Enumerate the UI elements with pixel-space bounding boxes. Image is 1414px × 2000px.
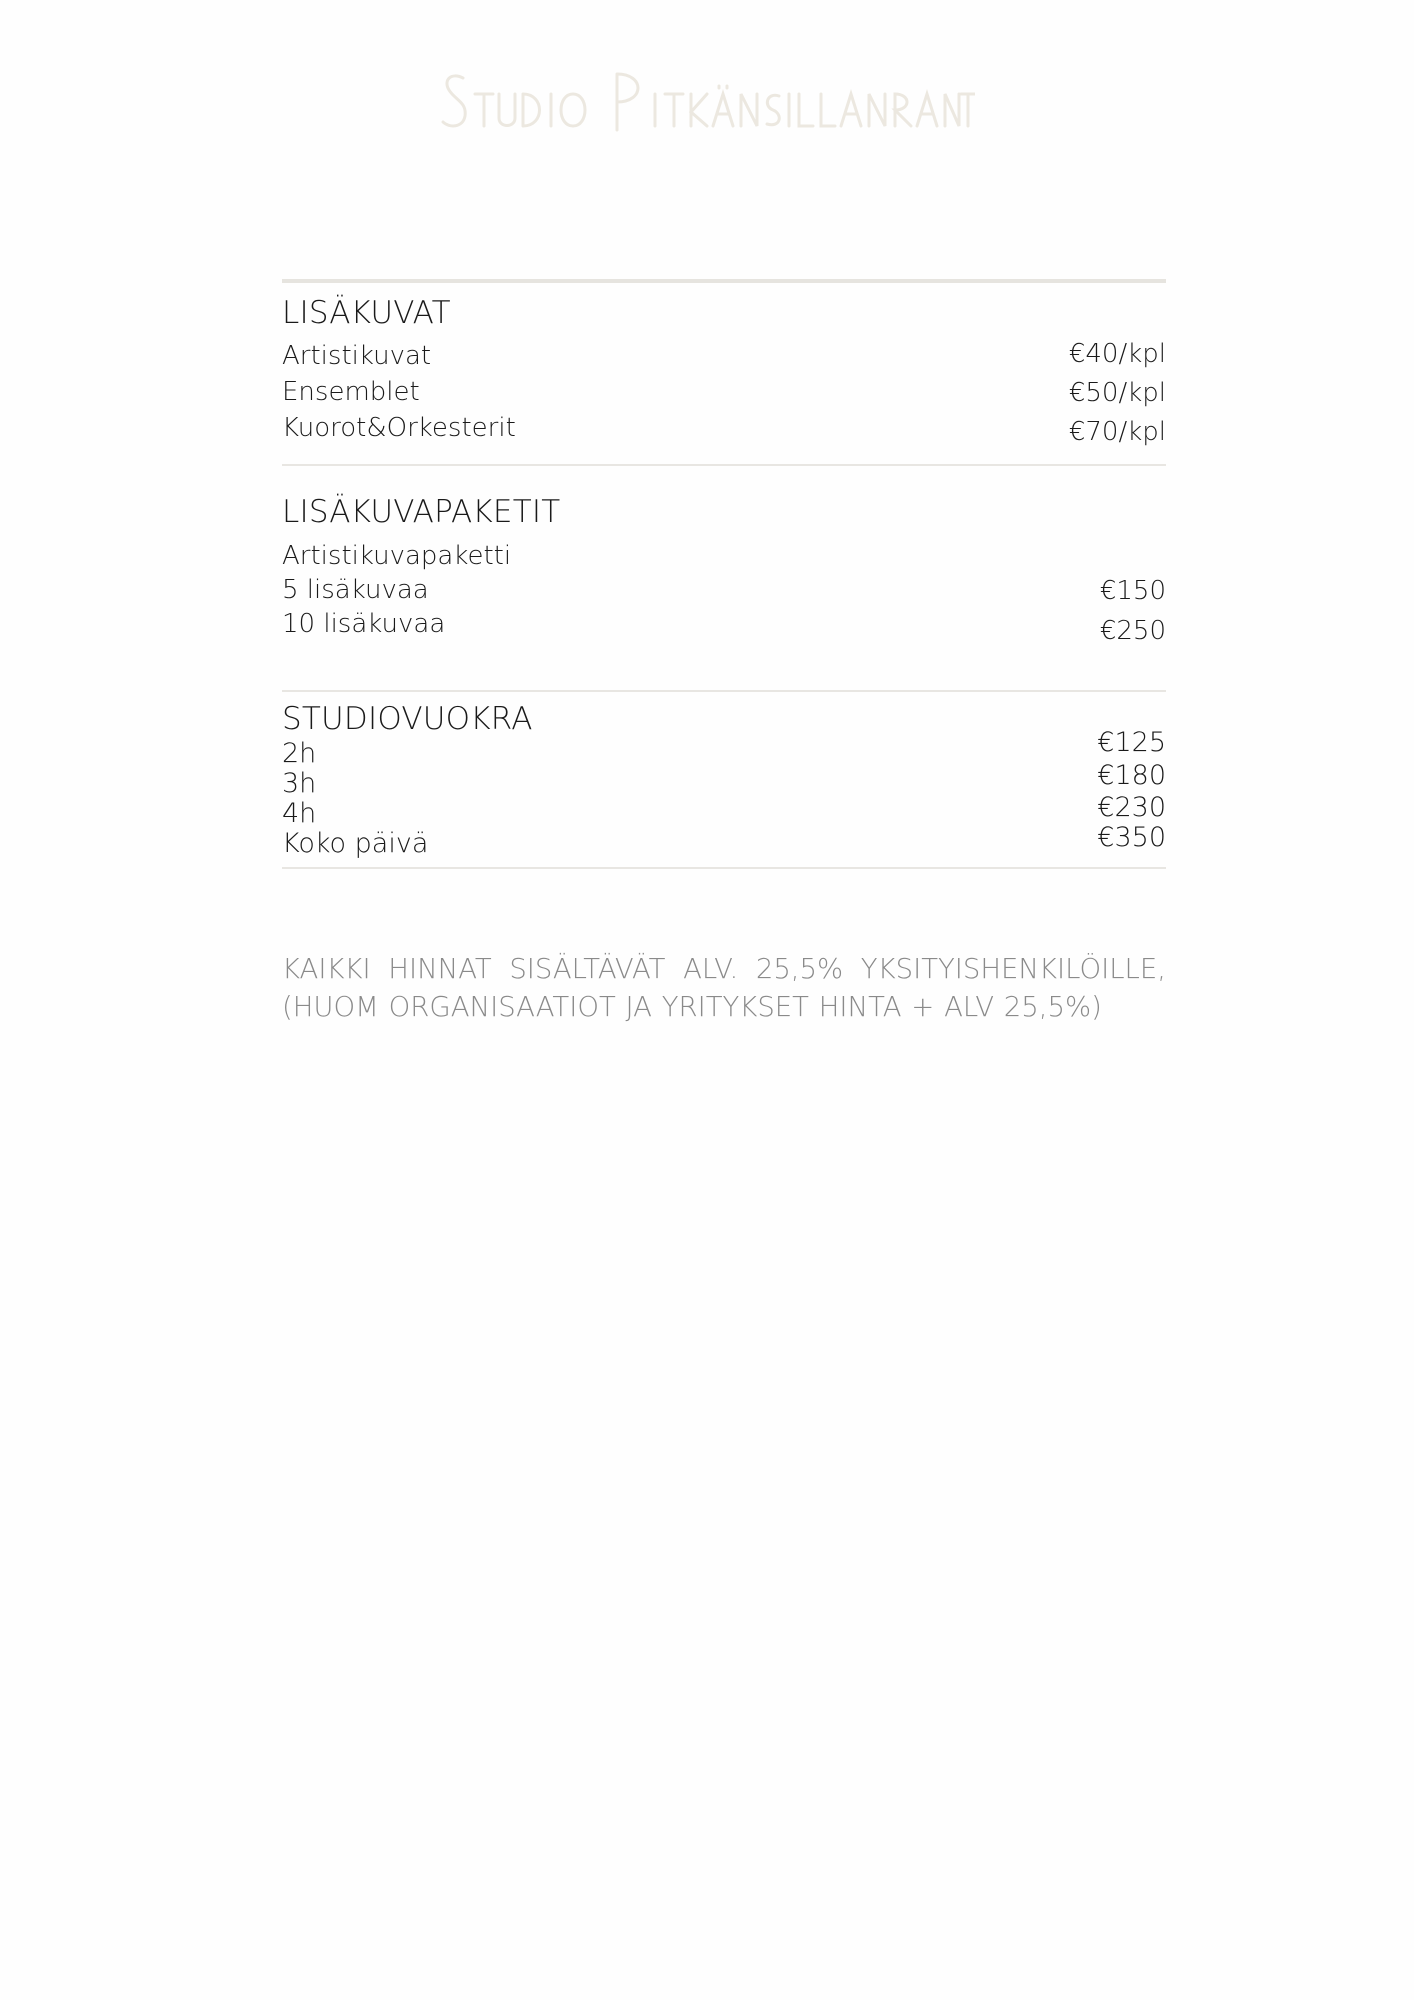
package-subheading: Artistikuvapaketti xyxy=(282,541,512,571)
top-divider xyxy=(282,279,1166,283)
price-item-label: 2h xyxy=(282,738,317,769)
price-item-label: Ensemblet xyxy=(282,377,420,407)
price-item-value: €350 xyxy=(1097,822,1166,853)
price-item-label: Kuorot&Orkesterit xyxy=(282,413,516,443)
price-item-label: Koko päivä xyxy=(282,828,429,859)
price-item-label: 4h xyxy=(282,798,317,829)
price-item-value: €150 xyxy=(1099,576,1166,606)
price-item-value: €40/kpl xyxy=(1068,339,1166,369)
price-item-value: €70/kpl xyxy=(1068,417,1166,447)
price-item-label: Artistikuvat xyxy=(282,341,432,371)
section-divider xyxy=(282,690,1166,692)
price-item-value: €50/kpl xyxy=(1068,378,1166,408)
studio-wordmark-logo xyxy=(441,70,975,132)
section-heading-lisakuvat: LISÄKUVAT xyxy=(282,295,451,331)
vat-note: KAIKKI HINNAT SISÄLTÄVÄT ALV. 25,5% YKSITYISHENKILÖILLE, (HUOM ORGANISAATIOT JA YRITYKSET HINTA + ALV 25,5%) xyxy=(282,953,1166,1023)
price-item-label: 5 lisäkuvaa xyxy=(282,575,429,605)
price-item-value: €125 xyxy=(1097,727,1166,758)
price-item-label: 3h xyxy=(282,768,317,799)
price-item-value: €250 xyxy=(1099,616,1166,646)
section-heading-lisakuvapaketit: LISÄKUVAPAKETIT xyxy=(282,494,561,530)
section-divider xyxy=(282,464,1166,466)
section-heading-studiovuokra: STUDIOVUOKRA xyxy=(282,701,533,737)
price-item-value: €180 xyxy=(1097,760,1166,791)
price-item-label: 10 lisäkuvaa xyxy=(282,609,446,639)
section-divider xyxy=(282,867,1166,869)
price-item-value: €230 xyxy=(1097,792,1166,823)
